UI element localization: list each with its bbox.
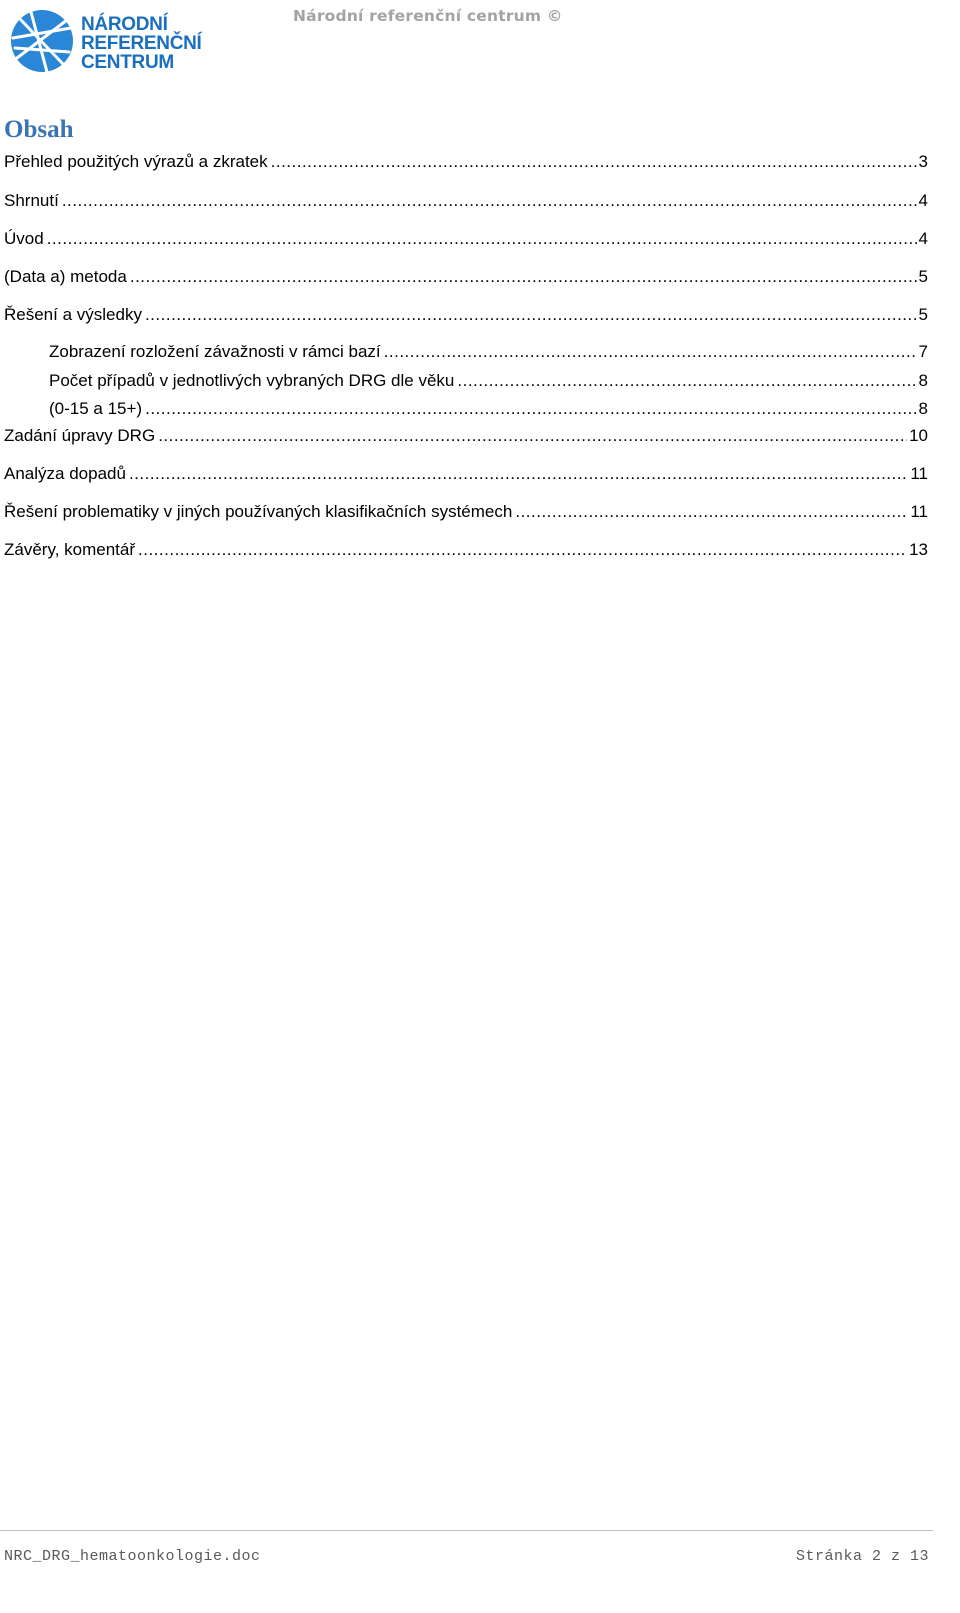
header-title: Národní referenční centrum © bbox=[293, 7, 563, 25]
toc-subentry[interactable] bbox=[49, 399, 960, 427]
toc-subentry[interactable] bbox=[49, 371, 960, 399]
logo-line-3: CENTRUM bbox=[81, 52, 174, 73]
footer-page-number: Stránka 2 z 13 bbox=[795, 1548, 929, 1565]
toc-leader-dots bbox=[130, 267, 917, 287]
toc-entry[interactable] bbox=[4, 229, 960, 257]
network-globe-icon bbox=[7, 8, 77, 78]
toc-entry-label: Závěry, komentář bbox=[4, 540, 136, 559]
toc-leader-dots bbox=[158, 426, 907, 446]
toc-entry[interactable] bbox=[4, 426, 960, 454]
toc-entry-label: Přehled použitých výrazů a zkratek bbox=[4, 152, 268, 171]
toc-entry-page: 11 bbox=[910, 502, 928, 521]
toc-entry-label: Shrnutí bbox=[4, 191, 59, 210]
toc-entry-page: 5 bbox=[918, 305, 928, 324]
toc-entry-label: Zadání úpravy DRG bbox=[4, 426, 156, 445]
toc-entry-page: 4 bbox=[918, 191, 928, 210]
toc-leader-dots bbox=[457, 371, 916, 391]
nrc-logo bbox=[5, 6, 243, 98]
toc-entry-label: (0-15 a 15+) bbox=[49, 399, 143, 418]
toc-entry-page: 11 bbox=[910, 464, 928, 483]
toc-leader-dots bbox=[145, 399, 916, 419]
toc-entry-page: 3 bbox=[918, 152, 928, 171]
toc-entry-page: 8 bbox=[918, 399, 928, 418]
logo-line-2: REFERENČNÍ bbox=[81, 33, 202, 54]
toc-entry-page: 13 bbox=[909, 540, 928, 559]
toc-leader-dots bbox=[129, 464, 908, 484]
toc-entry-page: 8 bbox=[918, 371, 928, 390]
toc-entry[interactable] bbox=[4, 305, 960, 333]
toc-entry[interactable] bbox=[4, 267, 960, 295]
toc-entry-label: (Data a) metoda bbox=[4, 267, 127, 286]
footer-filename: NRC_DRG_hematoonkologie.doc bbox=[4, 1548, 261, 1565]
footer-divider bbox=[0, 1530, 933, 1531]
toc-leader-dots bbox=[47, 229, 917, 249]
toc-subentry[interactable] bbox=[49, 342, 960, 370]
toc-leader-dots bbox=[384, 342, 917, 362]
toc-entry[interactable] bbox=[4, 191, 960, 219]
toc-entry[interactable] bbox=[4, 540, 960, 568]
toc-entry-page: 10 bbox=[909, 426, 928, 445]
toc-entry[interactable] bbox=[4, 464, 960, 492]
page-header bbox=[0, 0, 960, 110]
toc-leader-dots bbox=[145, 305, 917, 325]
toc-heading: Obsah bbox=[4, 116, 74, 143]
toc-leader-dots bbox=[62, 191, 917, 211]
toc-entry-label: Řešení a výsledky bbox=[4, 305, 142, 324]
toc-entry-label: Počet případů v jednotlivých vybraných DRG dle věku bbox=[49, 371, 455, 390]
toc-entry-label: Úvod bbox=[4, 229, 44, 248]
toc-entry[interactable] bbox=[4, 502, 960, 530]
toc-entry[interactable] bbox=[4, 152, 960, 180]
logo-line-1: NÁRODNÍ bbox=[81, 14, 168, 35]
toc-leader-dots bbox=[271, 152, 917, 172]
toc-entry-label: Řešení problematiky v jiných používaných klasifikačních systémech bbox=[4, 502, 513, 521]
toc-entry-label: Zobrazení rozložení závažnosti v rámci bazí bbox=[49, 342, 381, 361]
toc-entry-page: 4 bbox=[918, 229, 928, 248]
toc-entry-label: Analýza dopadů bbox=[4, 464, 126, 483]
logo-wordmark bbox=[81, 15, 202, 72]
toc-leader-dots bbox=[515, 502, 908, 522]
toc-entry-page: 5 bbox=[918, 267, 928, 286]
toc-leader-dots bbox=[138, 540, 907, 560]
toc-entry-page: 7 bbox=[918, 342, 928, 361]
